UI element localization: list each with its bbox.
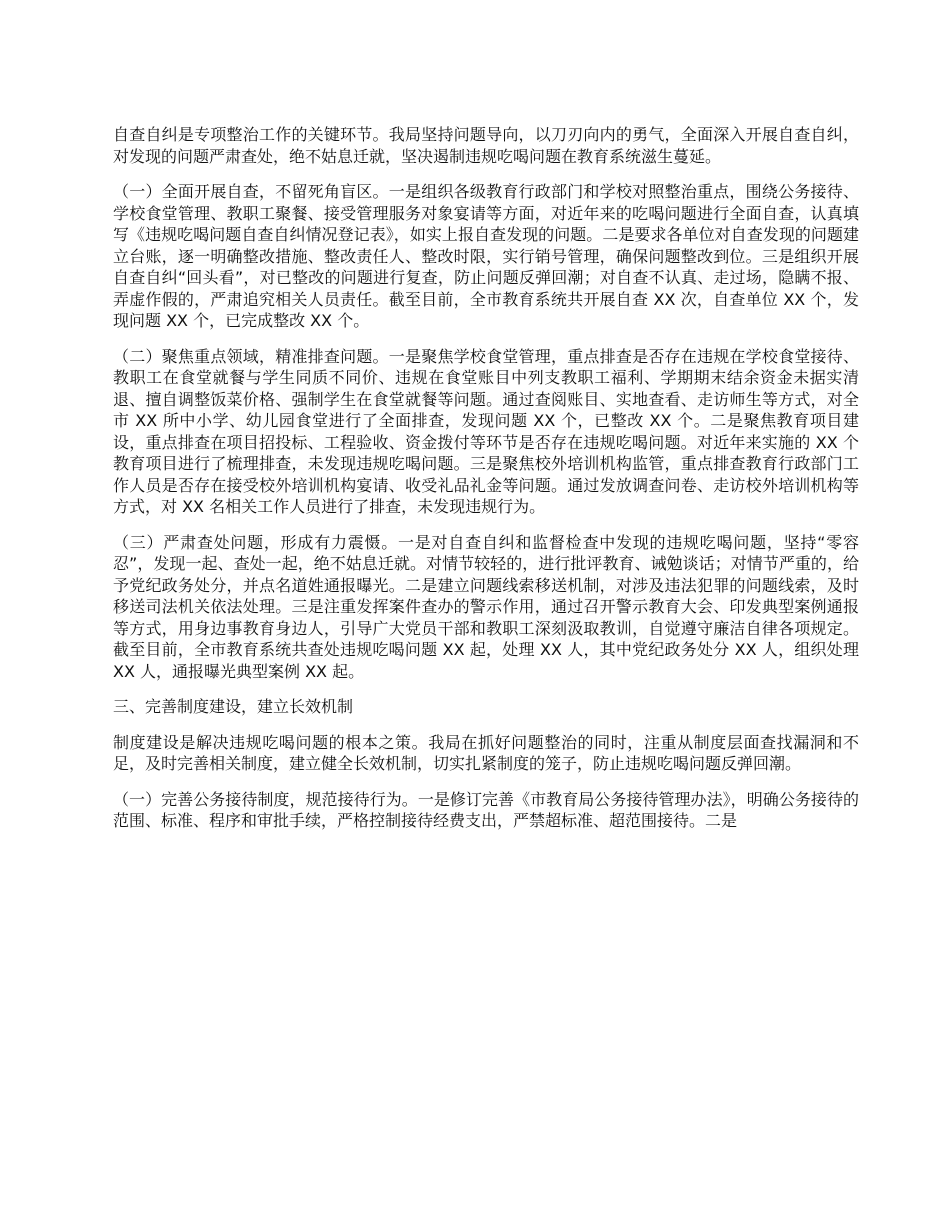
document-body <box>113 124 859 846</box>
paragraph-investigation: （三）严肃查处问题，形成有力震慑。一是对自查自纠和监督检查中发现的违规吃喝问题，坚持“零容忍”，发现一起、查处一起，绝不姑息迁就。对情节较轻的，进行批评教育、诫勉谈话；对情节严重的，给予党纪政务处分，并点名道姓通报曝光。二是建立问题线索移送机制，对涉及违法犯罪的问题线索，及时移送司法机关依法处理。三是注重发挥案件查办的警示作用，通过召开警示教育大会、印发典型案例通报等方式，用身边事教育身边人，引导广大党员干部和教职工深刻汲取教训，自觉遵守廉洁自律各项规定。截至目前，全市教育系统共查处违规吃喝问题 XX 起，处理 XX 人，其中党纪政务处分 XX 人，组织处理 XX 人，通报曝光典型案例 XX 起。 <box>113 532 859 681</box>
paragraph-self-inspection: （一）全面开展自查，不留死角盲区。一是组织各级教育行政部门和学校对照整治重点，围绕公务接待、学校食堂管理、教职工聚餐、接受管理服务对象宴请等方面，对近年来的吃喝问题进行全面自查，认真填写《违规吃喝问题自查自纠情况登记表》，如实上报自查发现的问题。二是要求各单位对自查发现的问题建立台账，逐一明确整改措施、整改责任人、整改时限，实行销号管理，确保问题整改到位。三是组织开展自查自纠“回头看”，对已整改的问题进行复查，防止问题反弹回潮；对自查不认真、走过场，隐瞒不报、弄虚作假的，严肃追究相关人员责任。截至目前，全市教育系统共开展自查 XX 次，自查单位 XX 个，发现问题 XX 个，已完成整改 XX 个。 <box>113 182 859 330</box>
paragraph-reception-rules: （一）完善公务接待制度，规范接待行为。一是修订完善《市教育局公务接待管理办法》，明确公务接待的范围、标准、程序和审批手续，严格控制接待经费支出，严禁超标准、超范围接待。二是 <box>113 789 859 830</box>
paragraph-intro: 自查自纠是专项整治工作的关键环节。我局坚持问题导向，以刀刃向内的勇气，全面深入开展自查自纠，对发现的问题严肃查处，绝不姑息迁就，坚决遏制违规吃喝问题在教育系统滋生蔓延。 <box>113 125 859 166</box>
paragraph-system-building: 制度建设是解决违规吃喝问题的根本之策。我局在抓好问题整治的同时，注重从制度层面查找漏洞和不足，及时完善相关制度，建立健全长效机制，切实扎紧制度的笼子，防止违规吃喝问题反弹回潮。 <box>113 732 859 773</box>
paragraph-key-areas: （二）聚焦重点领域，精准排查问题。一是聚焦学校食堂管理，重点排查是否存在违规在学校食堂接待、教职工在食堂就餐与学生同质不同价、违规在食堂账目中列支教职工福利、学期期末结余资金未据实清退、擅自调整饭菜价格、强制学生在食堂就餐等问题。通过查阅账目、实地查看、走访师生等方式，对全市 XX 所中小学、幼儿园食堂进行了全面排查，发现问题 XX 个，已整改 XX 个。二是聚焦教育项目建设，重点排查在项目招投标、工程验收、资金拨付等环节是否存在违规吃喝问题。对近年来实施的 XX 个教育项目进行了梳理排查，未发现违规吃喝问题。三是聚焦校外培训机构监管，重点排查教育行政部门工作人员是否存在接受校外培训机构宴请、收受礼品礼金等问题。通过发放调查问卷、走访校外培训机构等方式，对 XX 名相关工作人员进行了排查，未发现违规行为。 <box>113 346 859 516</box>
section-heading: 三、完善制度建设，建立长效机制 <box>113 697 354 716</box>
